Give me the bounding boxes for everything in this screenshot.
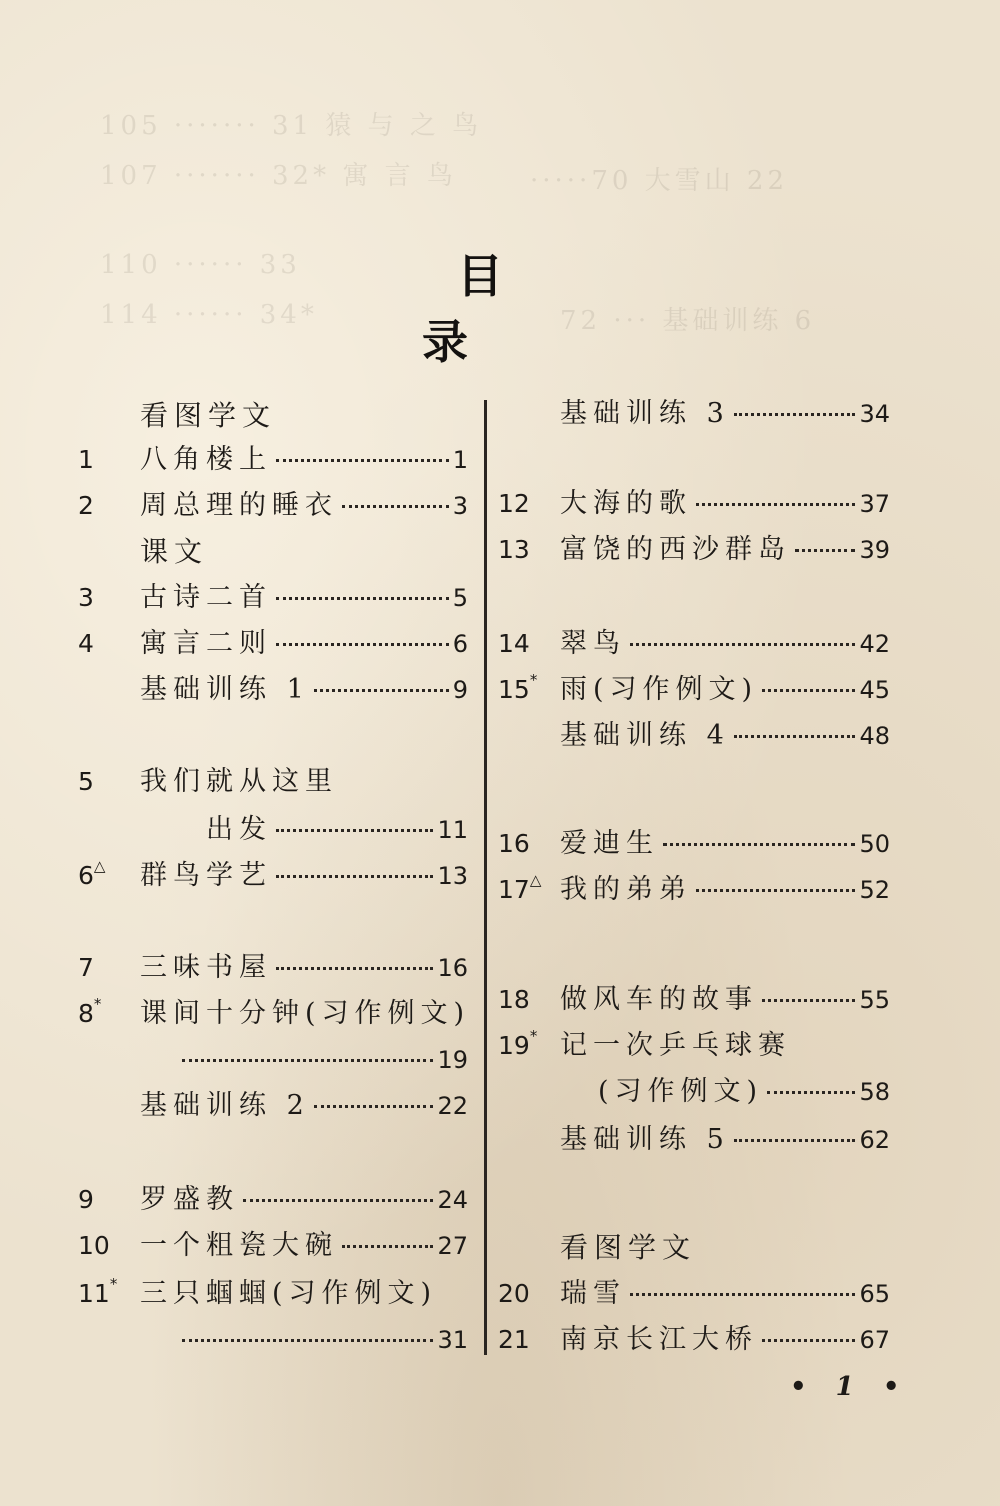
self-study-mark: △ <box>529 871 542 889</box>
toc-entry[interactable] <box>498 1320 890 1360</box>
leader-dots <box>276 875 433 878</box>
leader-dots <box>276 597 449 600</box>
entry-number: 18 <box>498 985 530 1014</box>
entry-number: 19* <box>498 1027 538 1060</box>
toc-entry[interactable] <box>498 1026 890 1066</box>
entry-title: 群鸟学艺 <box>140 860 272 891</box>
toc-entry[interactable] <box>498 484 890 524</box>
toc-entry[interactable] <box>78 1226 468 1266</box>
entry-page: 42 <box>859 630 890 658</box>
entry-page: 11 <box>437 816 468 844</box>
entry-page: 19 <box>437 1046 468 1074</box>
entry-page: 50 <box>859 830 890 858</box>
page-folio: • 1 • <box>790 1372 910 1402</box>
entry-number: 5 <box>78 767 94 796</box>
entry-title: 基础训练 5 <box>560 1124 730 1155</box>
example-essay-mark: * <box>529 1027 538 1045</box>
entry-number: 3 <box>78 583 94 612</box>
entry-number: 7 <box>78 953 94 982</box>
entry-number: 1 <box>78 445 94 474</box>
entry-number: 15* <box>498 671 538 704</box>
toc-entry[interactable] <box>78 948 468 988</box>
entry-page: 58 <box>859 1078 890 1106</box>
leader-dots <box>182 1339 433 1342</box>
entry-page: 39 <box>859 536 890 564</box>
entry-number: 11* <box>78 1275 118 1308</box>
leader-dots <box>696 503 855 506</box>
entry-page: 27 <box>437 1232 468 1260</box>
leader-dots <box>663 843 855 846</box>
entry-title: 课间十分钟(习作例文) <box>140 998 471 1029</box>
entry-page: 1 <box>452 446 468 474</box>
entry-number: 10 <box>78 1231 110 1260</box>
entry-page: 16 <box>437 954 468 982</box>
entry-title: 周总理的睡衣 <box>140 490 338 521</box>
leader-dots <box>243 1199 433 1202</box>
entry-title: 富饶的西沙群岛 <box>560 534 791 565</box>
leader-dots <box>276 459 449 462</box>
bleed-through-text: 110 ······ 33 <box>100 250 301 280</box>
leader-dots <box>795 549 855 552</box>
bleed-through-text: 72 ··· 基础训练 6 <box>560 306 816 336</box>
toc-entry[interactable] <box>78 624 468 664</box>
entry-page: 37 <box>859 490 890 518</box>
entry-number: 20 <box>498 1279 530 1308</box>
example-essay-mark: * <box>93 995 102 1013</box>
leader-dots <box>276 643 449 646</box>
toc-entry-training[interactable] <box>78 670 468 710</box>
entry-page: 34 <box>859 400 890 428</box>
entry-title: 记一次乒乓球赛 <box>560 1030 791 1061</box>
entry-number: 12 <box>498 489 530 518</box>
entry-number: 21 <box>498 1325 530 1354</box>
entry-number: 9 <box>78 1185 94 1214</box>
entry-number: 14 <box>498 629 530 658</box>
bleed-through-text: 105 ······· 31 猿 与 之 鸟 <box>100 111 483 141</box>
entry-title: 基础训练 1 <box>140 674 310 705</box>
entry-title: 三只蝈蝈(习作例文) <box>140 1278 438 1309</box>
section-heading-kantu: 看图学文 <box>140 399 277 432</box>
toc-entry-continuation[interactable] <box>78 1320 468 1360</box>
entry-title: 大海的歌 <box>560 488 692 519</box>
leader-dots <box>342 1245 433 1248</box>
entry-title: 基础训练 3 <box>560 398 730 429</box>
entry-title: 三味书屋 <box>140 952 272 983</box>
entry-title: 一个粗瓷大碗 <box>140 1230 338 1261</box>
entry-title: 我们就从这里 <box>140 766 338 797</box>
entry-number: 13 <box>498 535 530 564</box>
example-essay-mark: * <box>529 671 538 689</box>
leader-dots <box>314 1105 434 1108</box>
entry-page: 5 <box>452 584 468 612</box>
toc-entry[interactable] <box>498 870 890 910</box>
entry-title: 八角楼上 <box>140 444 272 475</box>
entry-page: 52 <box>859 876 890 904</box>
entry-title: 雨(习作例文) <box>560 674 759 705</box>
leader-dots <box>276 967 433 970</box>
leader-dots <box>762 689 855 692</box>
toc-entry-training[interactable] <box>498 1120 890 1160</box>
toc-entry[interactable] <box>498 1274 890 1314</box>
entry-page: 67 <box>859 1326 890 1354</box>
entry-title: 翠鸟 <box>560 628 626 659</box>
leader-dots <box>314 689 449 692</box>
entry-page: 65 <box>859 1280 890 1308</box>
toc-entry[interactable] <box>78 486 468 526</box>
entry-title: 古诗二首 <box>140 582 272 613</box>
entry-number: 8* <box>78 995 102 1028</box>
toc-entry[interactable] <box>498 824 890 864</box>
entry-title: 我的弟弟 <box>560 874 692 905</box>
entry-page: 62 <box>859 1126 890 1154</box>
entry-title: 基础训练 4 <box>560 720 730 751</box>
leader-dots <box>630 1293 855 1296</box>
toc-entry-continuation[interactable] <box>78 1040 468 1080</box>
leader-dots <box>630 643 855 646</box>
self-study-mark: △ <box>93 857 106 875</box>
leader-dots <box>767 1091 855 1094</box>
toc-entry[interactable] <box>78 578 468 618</box>
entry-title-continued: (习作例文) <box>598 1076 764 1107</box>
entry-title: 爱迪生 <box>560 828 659 859</box>
entry-page: 24 <box>437 1186 468 1214</box>
leader-dots <box>342 505 449 508</box>
toc-entry-continuation[interactable] <box>78 810 468 850</box>
entry-page: 22 <box>437 1092 468 1120</box>
entry-page: 9 <box>452 676 468 704</box>
entry-number: 6△ <box>78 857 106 890</box>
section-heading-kantu: 看图学文 <box>560 1231 697 1264</box>
toc-entry[interactable] <box>498 980 890 1020</box>
toc-entry-training[interactable] <box>498 394 890 434</box>
leader-dots <box>276 829 433 832</box>
toc-entry[interactable] <box>78 440 468 480</box>
example-essay-mark: * <box>109 1275 118 1293</box>
leader-dots <box>734 1139 856 1142</box>
entry-title: 做风车的故事 <box>560 984 758 1015</box>
bleed-through-text: ·····70 大雪山 22 <box>530 166 789 196</box>
entry-title-continued: 出发 <box>206 814 272 845</box>
toc-entry[interactable] <box>78 762 468 802</box>
entry-page: 31 <box>437 1326 468 1354</box>
leader-dots <box>696 889 855 892</box>
toc-entry[interactable] <box>498 624 890 664</box>
entry-page: 13 <box>437 862 468 890</box>
bleed-through-text: 107 ······· 32* 寓 言 鸟 <box>100 161 457 191</box>
toc-entry[interactable] <box>78 856 468 896</box>
entry-number: 16 <box>498 829 530 858</box>
toc-entry[interactable] <box>498 530 890 570</box>
leader-dots <box>762 1339 855 1342</box>
column-divider <box>484 400 487 1355</box>
bleed-through-text: 114 ······ 34* <box>100 300 318 330</box>
entry-page: 45 <box>859 676 890 704</box>
toc-entry[interactable] <box>78 1274 468 1314</box>
leader-dots <box>734 735 856 738</box>
leader-dots <box>182 1059 433 1062</box>
entry-page: 3 <box>452 492 468 520</box>
entry-number: 17△ <box>498 871 542 904</box>
entry-page: 6 <box>452 630 468 658</box>
section-heading-kewen: 课文 <box>140 535 209 568</box>
entry-page: 48 <box>859 722 890 750</box>
entry-title: 基础训练 2 <box>140 1090 310 1121</box>
entry-number: 4 <box>78 629 94 658</box>
entry-title: 南京长江大桥 <box>560 1324 758 1355</box>
entry-number: 2 <box>78 491 94 520</box>
entry-title: 瑞雪 <box>560 1278 626 1309</box>
toc-entry-training[interactable] <box>498 716 890 756</box>
page-title: 目 录 <box>422 249 573 369</box>
toc-entry[interactable] <box>498 670 890 710</box>
leader-dots <box>762 999 855 1002</box>
entry-title: 寓言二则 <box>140 628 272 659</box>
toc-entry[interactable] <box>78 1180 468 1220</box>
toc-entry-continuation[interactable] <box>498 1072 890 1112</box>
toc-entry[interactable] <box>78 994 471 1034</box>
entry-title: 罗盛教 <box>140 1184 239 1215</box>
toc-entry-training[interactable] <box>78 1086 468 1126</box>
entry-page: 55 <box>859 986 890 1014</box>
leader-dots <box>734 413 856 416</box>
